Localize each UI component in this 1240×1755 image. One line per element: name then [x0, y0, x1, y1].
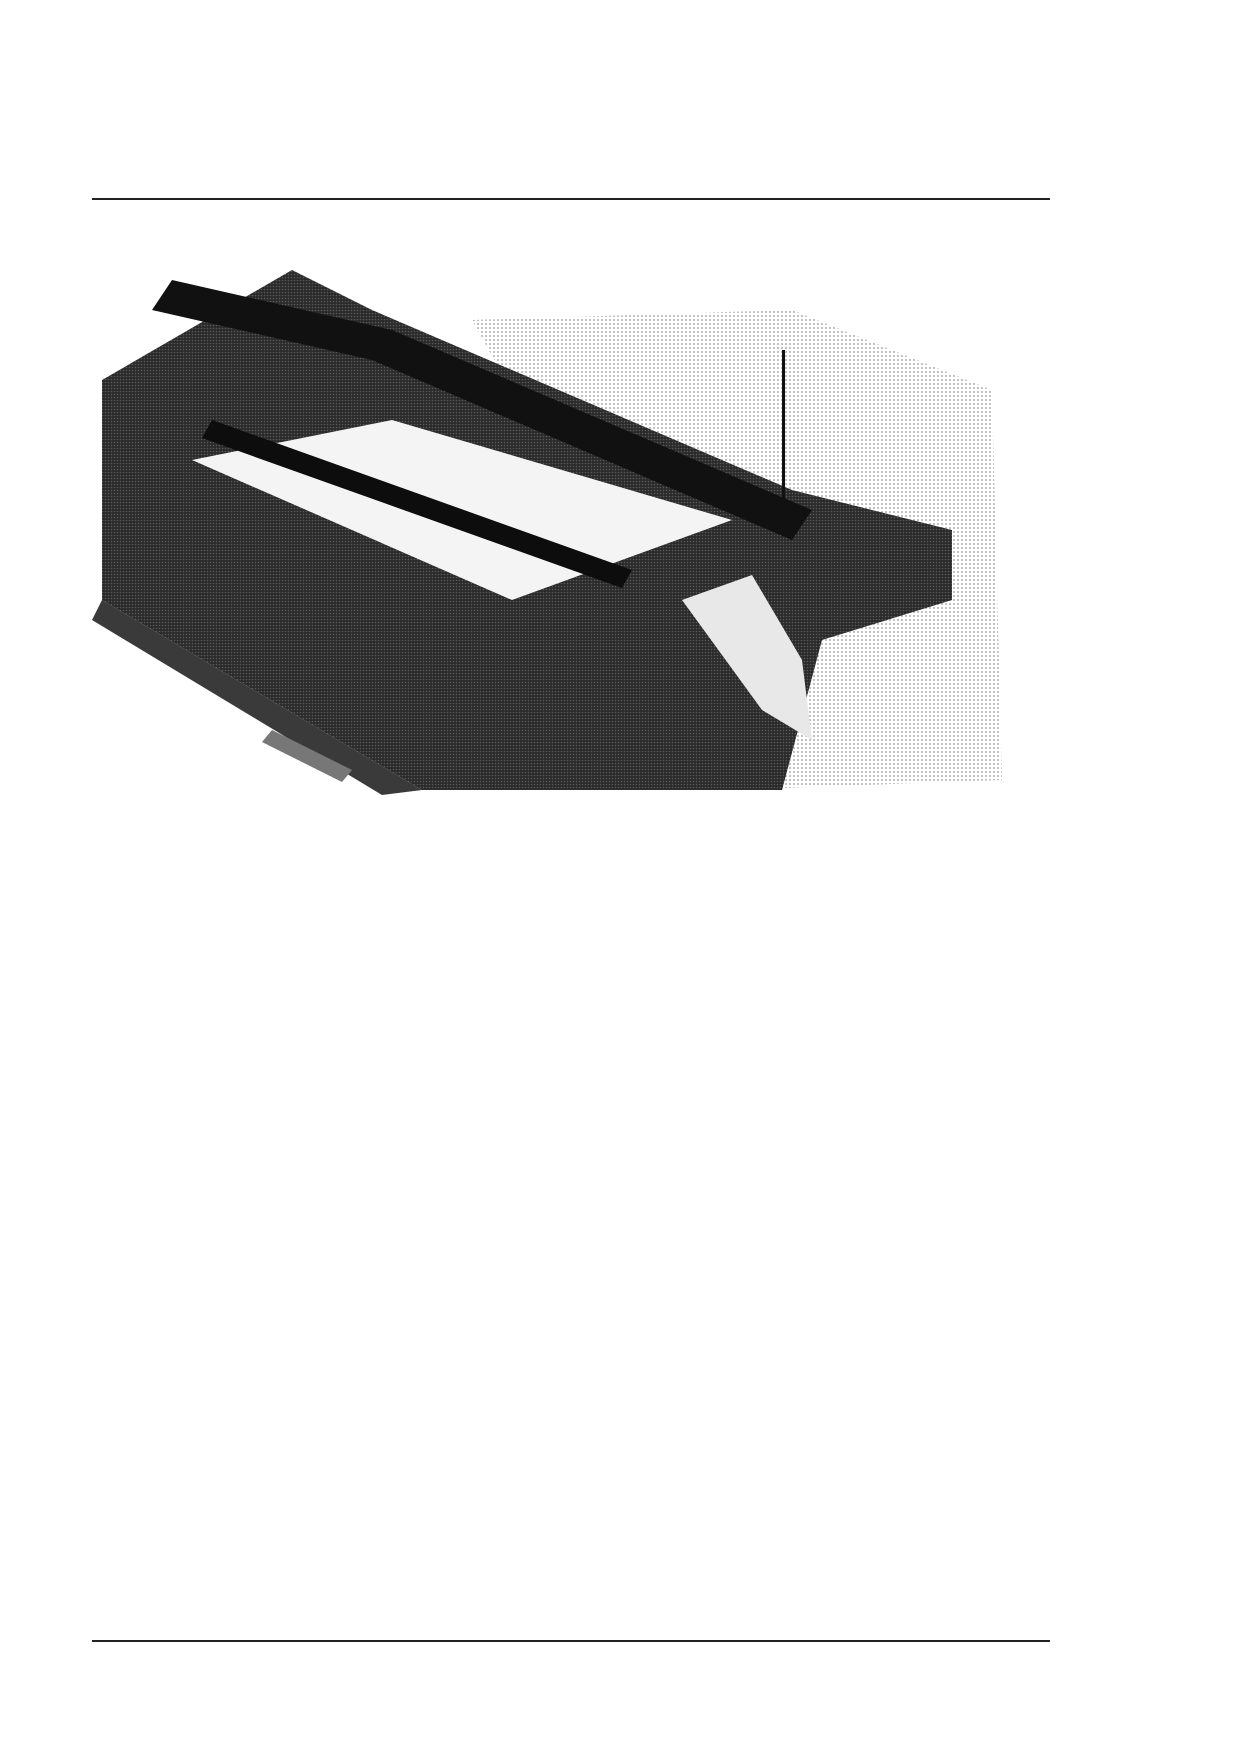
spiral-binding-marks — [1170, 0, 1240, 1755]
footer-rule — [92, 1640, 1050, 1642]
callout-pointer-line — [782, 350, 785, 500]
printer-illustration — [92, 270, 1050, 795]
page-content — [92, 238, 1050, 807]
printer-photo — [92, 270, 1050, 795]
header-rule — [92, 198, 1050, 200]
